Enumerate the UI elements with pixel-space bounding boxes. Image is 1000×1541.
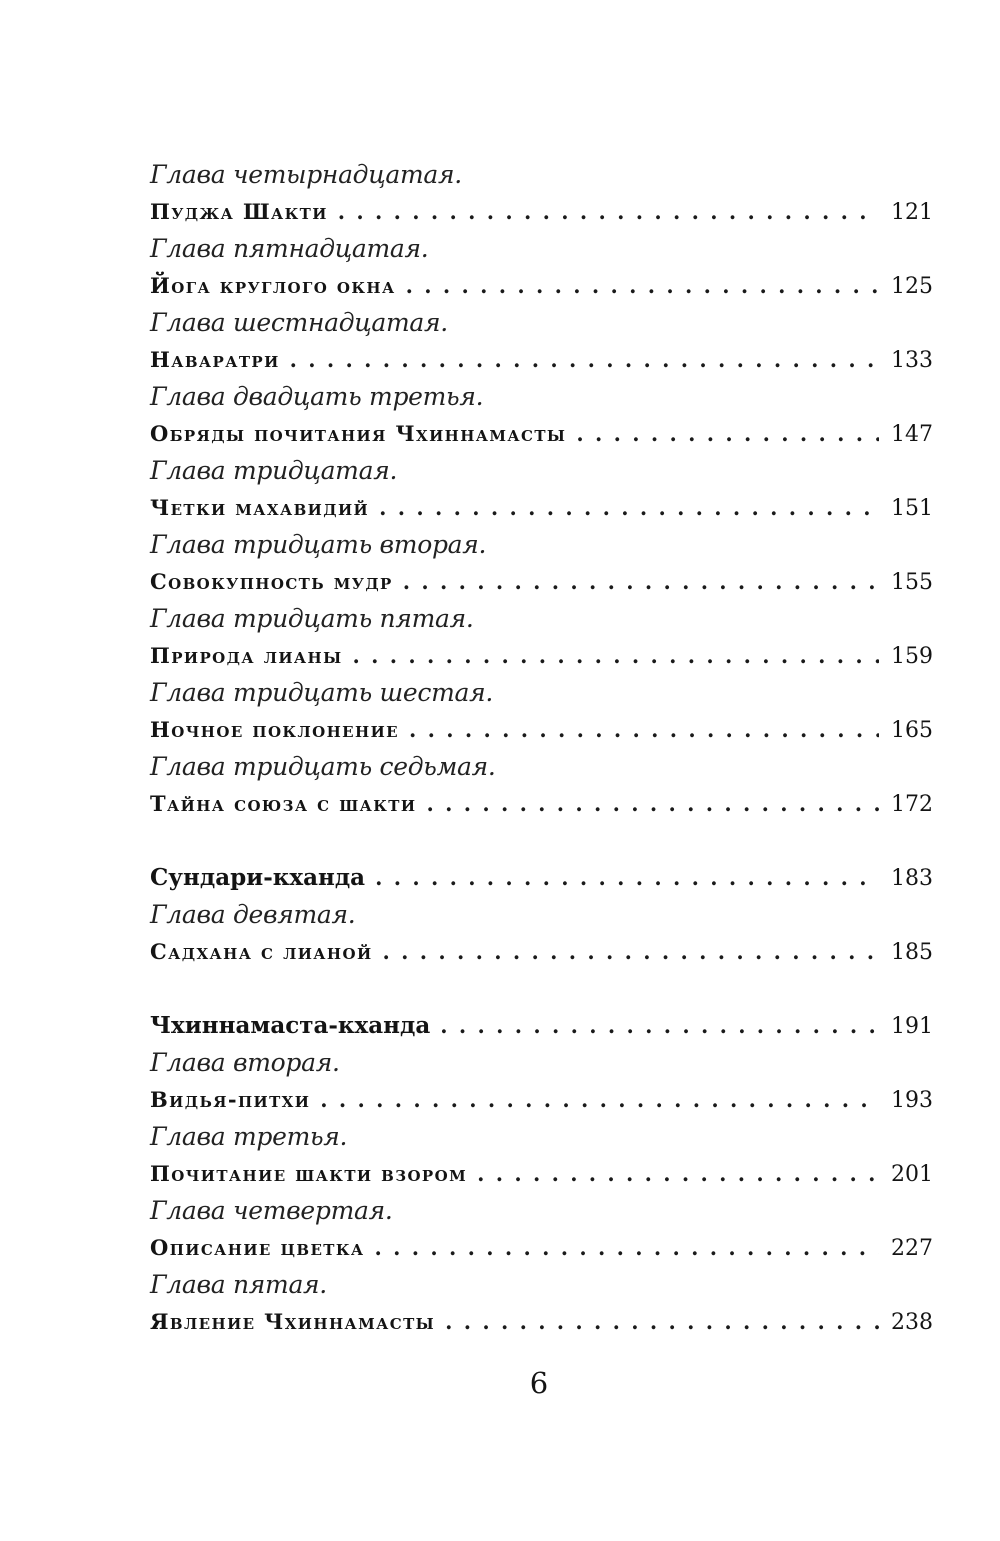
- chapter-label: Глава четырнадцатая.: [150, 160, 462, 189]
- page-number: 133: [891, 348, 933, 373]
- chapter-label: Глава тридцатая.: [150, 456, 398, 485]
- toc-row: [150, 413, 933, 454]
- page-number: 183: [891, 866, 933, 891]
- toc-entry: [150, 232, 933, 306]
- chapter-label: Глава тридцать шестая.: [150, 678, 494, 707]
- section-heading-chhinnamasta: [150, 1005, 933, 1046]
- chapter-title: Описание цветка: [150, 1235, 365, 1260]
- dot-leader: [310, 1079, 879, 1120]
- chapter-label: Глава тридцать вторая.: [150, 530, 487, 559]
- page-number: 125: [891, 274, 933, 299]
- toc-entry: [150, 158, 933, 232]
- dot-leader: [399, 709, 879, 750]
- page-number: 147: [891, 422, 933, 447]
- toc-row: [150, 1079, 933, 1120]
- dot-leader: [343, 635, 879, 676]
- dot-leader: [280, 339, 879, 380]
- section-title: Чхиннамаста-кханда: [150, 1012, 431, 1039]
- chapter-title: Почитание шакти взором: [150, 1161, 468, 1186]
- toc-row: [150, 709, 933, 750]
- dot-leader: [396, 265, 879, 306]
- chapter-title: Четки махавидий: [150, 495, 370, 520]
- page-number: 191: [891, 1014, 933, 1039]
- toc-entry: [150, 1194, 933, 1268]
- page-number: 227: [891, 1236, 933, 1261]
- toc-row: [150, 1153, 933, 1194]
- toc-row: [150, 265, 933, 306]
- toc-row: [150, 635, 933, 676]
- toc-entry: [150, 676, 933, 750]
- chapter-title: Явление Чхиннамасты: [150, 1309, 436, 1334]
- dot-leader: [435, 1301, 879, 1342]
- toc-entry: [150, 1120, 933, 1194]
- toc-row: [150, 339, 933, 380]
- section-title: Сундари-кханда: [150, 864, 366, 891]
- dot-leader: [328, 191, 879, 232]
- chapter-title: Видья-питхи: [150, 1087, 311, 1112]
- dot-leader: [365, 1227, 879, 1268]
- chapter-title: Природа лианы: [150, 643, 343, 668]
- chapter-title: Обряды почитания Чхиннамасты: [150, 421, 567, 446]
- toc-entry: [150, 380, 933, 454]
- toc-row: [150, 191, 933, 232]
- chapter-title: Йога круглого окна: [150, 273, 396, 298]
- toc-row: [150, 783, 933, 824]
- page-number: 151: [891, 496, 933, 521]
- toc-row: [150, 487, 933, 528]
- chapter-title: Совокупность мудр: [150, 569, 393, 594]
- chapter-label: Глава пятая.: [150, 1270, 327, 1299]
- toc-entry: [150, 528, 933, 602]
- chapter-title: Наваратри: [150, 347, 280, 372]
- toc-row: [150, 561, 933, 602]
- chapter-label: Глава тридцать пятая.: [150, 604, 474, 633]
- chapter-title: Пуджа Шакти: [150, 199, 328, 224]
- toc-row: [150, 1301, 933, 1342]
- toc-entry: [150, 898, 933, 972]
- chapter-label: Глава вторая.: [150, 1048, 340, 1077]
- toc-entry: [150, 602, 933, 676]
- chapter-label: Глава девятая.: [150, 900, 356, 929]
- page-number: 185: [891, 940, 933, 965]
- dot-leader: [430, 1005, 879, 1046]
- toc-entry: [150, 750, 933, 824]
- chapter-title: Тайна союза с шакти: [150, 791, 417, 816]
- page-number: 121: [891, 200, 933, 225]
- page-folio-number: 6: [529, 1366, 549, 1400]
- section-gap: [150, 972, 933, 1005]
- table-of-contents: [150, 158, 933, 1342]
- chapter-title: Садхана с лианой: [150, 939, 373, 964]
- chapter-label: Глава третья.: [150, 1122, 348, 1151]
- toc-row: [150, 931, 933, 972]
- dot-leader: [393, 561, 879, 602]
- page-number: 201: [891, 1162, 933, 1187]
- toc-entry: [150, 1046, 933, 1120]
- dot-leader: [566, 413, 879, 454]
- chapter-title: Ночное поклонение: [150, 717, 399, 742]
- chapter-label: Глава двадцать третья.: [150, 382, 484, 411]
- section-heading-sundari: [150, 857, 933, 898]
- chapter-label: Глава пятнадцатая.: [150, 234, 429, 263]
- section-gap: [150, 824, 933, 857]
- dot-leader: [416, 783, 879, 824]
- page-number: 165: [891, 718, 933, 743]
- chapter-label: Глава шестнадцатая.: [150, 308, 448, 337]
- toc-entry: [150, 1268, 933, 1342]
- toc-entry: [150, 306, 933, 380]
- dot-leader: [373, 931, 879, 972]
- chapter-label: Глава тридцать седьмая.: [150, 752, 496, 781]
- page-number: 238: [891, 1310, 933, 1335]
- toc-entry: [150, 454, 933, 528]
- page-number: 155: [891, 570, 933, 595]
- toc-row: [150, 1227, 933, 1268]
- dot-leader: [369, 487, 879, 528]
- page-number: 193: [891, 1088, 933, 1113]
- page-number: 172: [891, 792, 933, 817]
- page-number: 159: [891, 644, 933, 669]
- dot-leader: [467, 1153, 879, 1194]
- dot-leader: [365, 857, 879, 898]
- chapter-label: Глава четвертая.: [150, 1196, 393, 1225]
